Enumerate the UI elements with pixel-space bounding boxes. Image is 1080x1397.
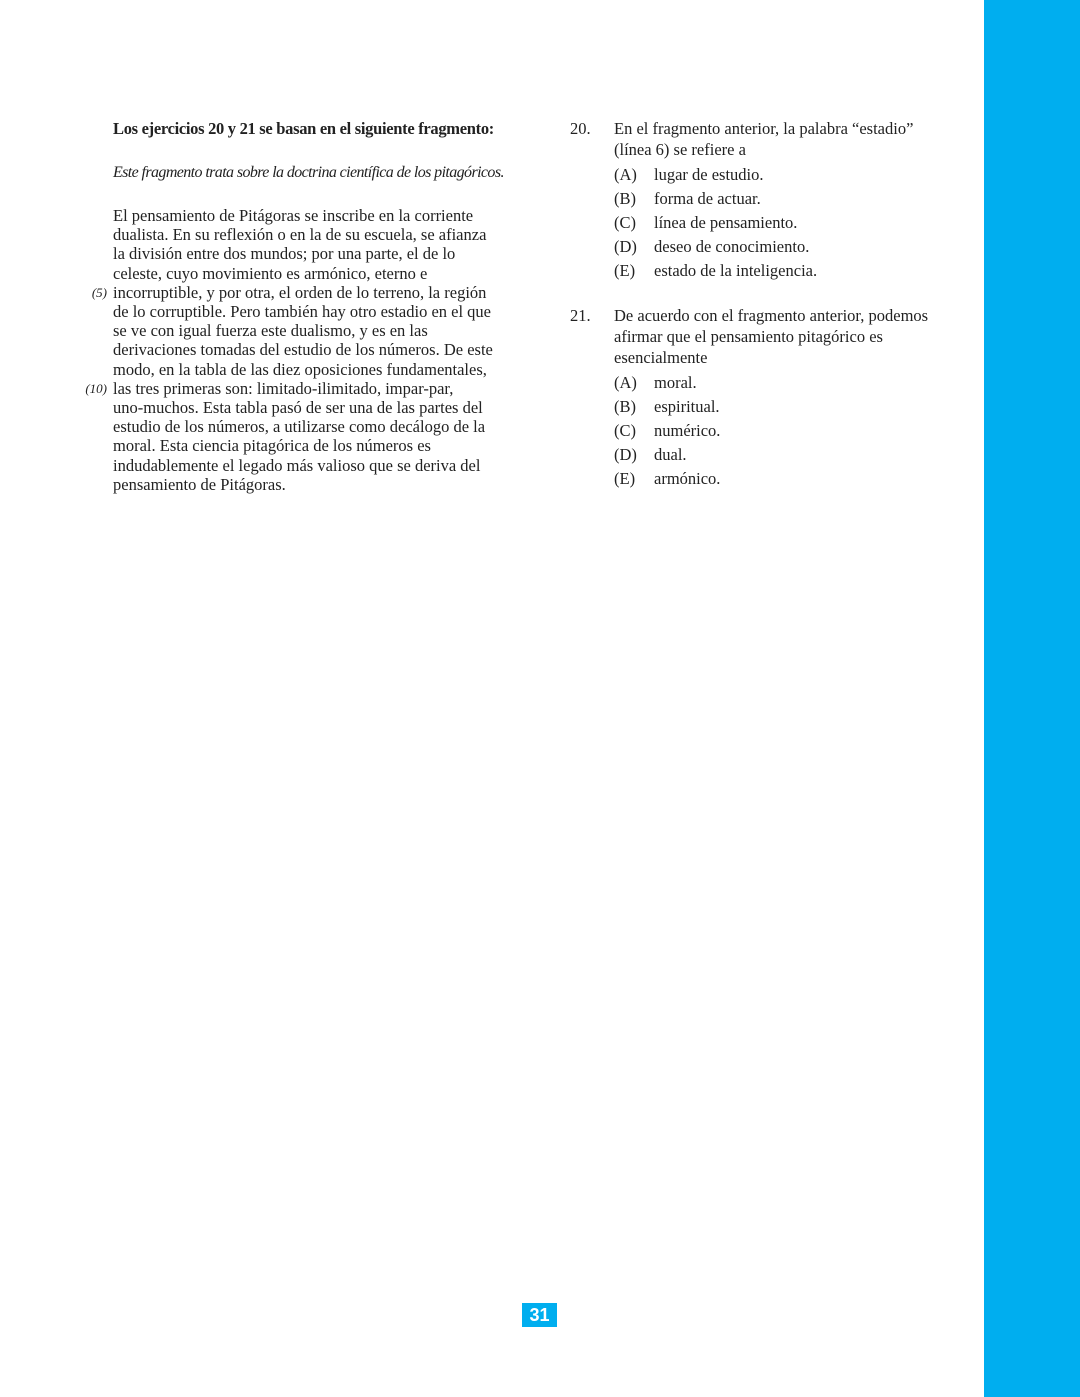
passage-line-text: modo, en la tabla de las diez oposiciones fundamentales, <box>113 359 487 379</box>
question-stem-line: afirmar que el pensamiento pitagórico es <box>614 327 883 346</box>
passage-line <box>113 456 533 475</box>
answer-option[interactable] <box>614 235 970 259</box>
answer-option[interactable] <box>614 211 970 235</box>
passage-line <box>113 321 533 340</box>
option-letter: (D) <box>614 237 637 256</box>
passage-line <box>113 206 533 225</box>
question-stem-line: esencialmente <box>614 348 708 367</box>
option-text: dual. <box>654 445 687 464</box>
question-number: 20. <box>570 119 591 138</box>
passage-line <box>113 475 533 494</box>
answer-options <box>614 371 970 491</box>
passage-line <box>113 340 533 359</box>
option-letter: (B) <box>614 397 636 416</box>
passage-line <box>113 360 533 379</box>
passage-line-text: pensamiento de Pitágoras. <box>113 474 286 494</box>
side-color-band <box>984 0 1080 1397</box>
option-text: moral. <box>654 373 697 392</box>
answer-option[interactable] <box>614 467 970 491</box>
line-number: (5) <box>91 284 107 300</box>
answer-option[interactable] <box>614 395 970 419</box>
passage-line <box>113 436 533 455</box>
exercise-intro: Los ejercicios 20 y 21 se basan en el siguiente fragmento: <box>113 119 494 138</box>
question-stem-line: En el fragmento anterior, la palabra “estadio” <box>614 119 914 138</box>
answer-option[interactable] <box>614 419 970 443</box>
passage-line <box>113 244 533 263</box>
passage-line-text: El pensamiento de Pitágoras se inscribe en la corriente <box>113 206 474 225</box>
option-text: deseo de conocimiento. <box>654 237 810 256</box>
passage-line <box>113 302 533 321</box>
passage-line-text: indudablemente el legado más valioso que se deriva del <box>113 455 481 475</box>
reading-column <box>85 118 533 494</box>
questions-column <box>570 118 970 491</box>
passage-line-text: las tres primeras son: limitado-ilimitado, impar-par, <box>113 378 454 398</box>
option-letter: (A) <box>614 165 637 184</box>
page-number: 31 <box>522 1303 557 1327</box>
passage-line <box>91 282 533 302</box>
option-letter: (C) <box>614 421 636 440</box>
passage-line <box>85 378 533 398</box>
option-text: forma de actuar. <box>654 189 761 208</box>
question-stem <box>614 118 970 160</box>
question-number: 21. <box>570 306 591 325</box>
passage-line-text: estudio de los números, a utilizarse como decálogo de la <box>113 417 486 437</box>
question-stem <box>614 305 970 368</box>
option-letter: (E) <box>614 469 636 488</box>
passage-line-text: uno-muchos. Esta tabla pasó de ser una de las partes del <box>113 398 483 418</box>
passage-line <box>113 417 533 436</box>
answer-options <box>614 163 970 283</box>
option-letter: (D) <box>614 445 637 464</box>
answer-option[interactable] <box>614 371 970 395</box>
option-letter: (E) <box>614 261 636 280</box>
option-text: línea de pensamiento. <box>654 213 798 232</box>
question-21 <box>570 305 970 491</box>
answer-option[interactable] <box>614 163 970 187</box>
answer-option[interactable] <box>614 187 970 211</box>
option-text: estado de la inteligencia. <box>654 261 818 280</box>
option-letter: (C) <box>614 213 636 232</box>
option-text: numérico. <box>654 421 721 440</box>
reading-passage <box>85 206 533 494</box>
passage-line <box>113 225 533 244</box>
option-letter: (B) <box>614 189 636 208</box>
option-letter: (A) <box>614 373 637 392</box>
passage-line-text: se ve con igual fuerza este dualismo, y es en las <box>113 321 428 341</box>
passage-line-text: dualista. En su reflexión o en la de su escuela, se afianza <box>113 225 487 245</box>
passage-line-text: celeste, cuyo movimiento es armónico, eterno e <box>113 263 428 283</box>
option-text: lugar de estudio. <box>654 165 764 184</box>
option-text: armónico. <box>654 469 721 488</box>
option-text: espiritual. <box>654 397 720 416</box>
passage-line-text: derivaciones tomadas del estudio de los números. De este <box>113 340 493 360</box>
passage-line-text: la división entre dos mundos; por una parte, el de lo <box>113 244 456 264</box>
question-stem-line: (línea 6) se refiere a <box>614 140 746 159</box>
passage-line-text: moral. Esta ciencia pitagórica de los números es <box>113 436 431 456</box>
answer-option[interactable] <box>614 259 970 283</box>
passage-line <box>113 264 533 283</box>
passage-line-text: incorruptible, y por otra, el orden de lo terreno, la región <box>113 282 487 302</box>
line-number: (10) <box>85 380 107 396</box>
passage-line-text: de lo corruptible. Pero también hay otro estadio en el que <box>113 302 492 322</box>
answer-option[interactable] <box>614 443 970 467</box>
passage-line <box>113 398 533 417</box>
question-20 <box>570 118 970 283</box>
fragment-subtitle: Este fragmento trata sobre la doctrina científica de los pitagóricos. <box>113 164 504 181</box>
question-stem-line: De acuerdo con el fragmento anterior, podemos <box>614 306 929 325</box>
